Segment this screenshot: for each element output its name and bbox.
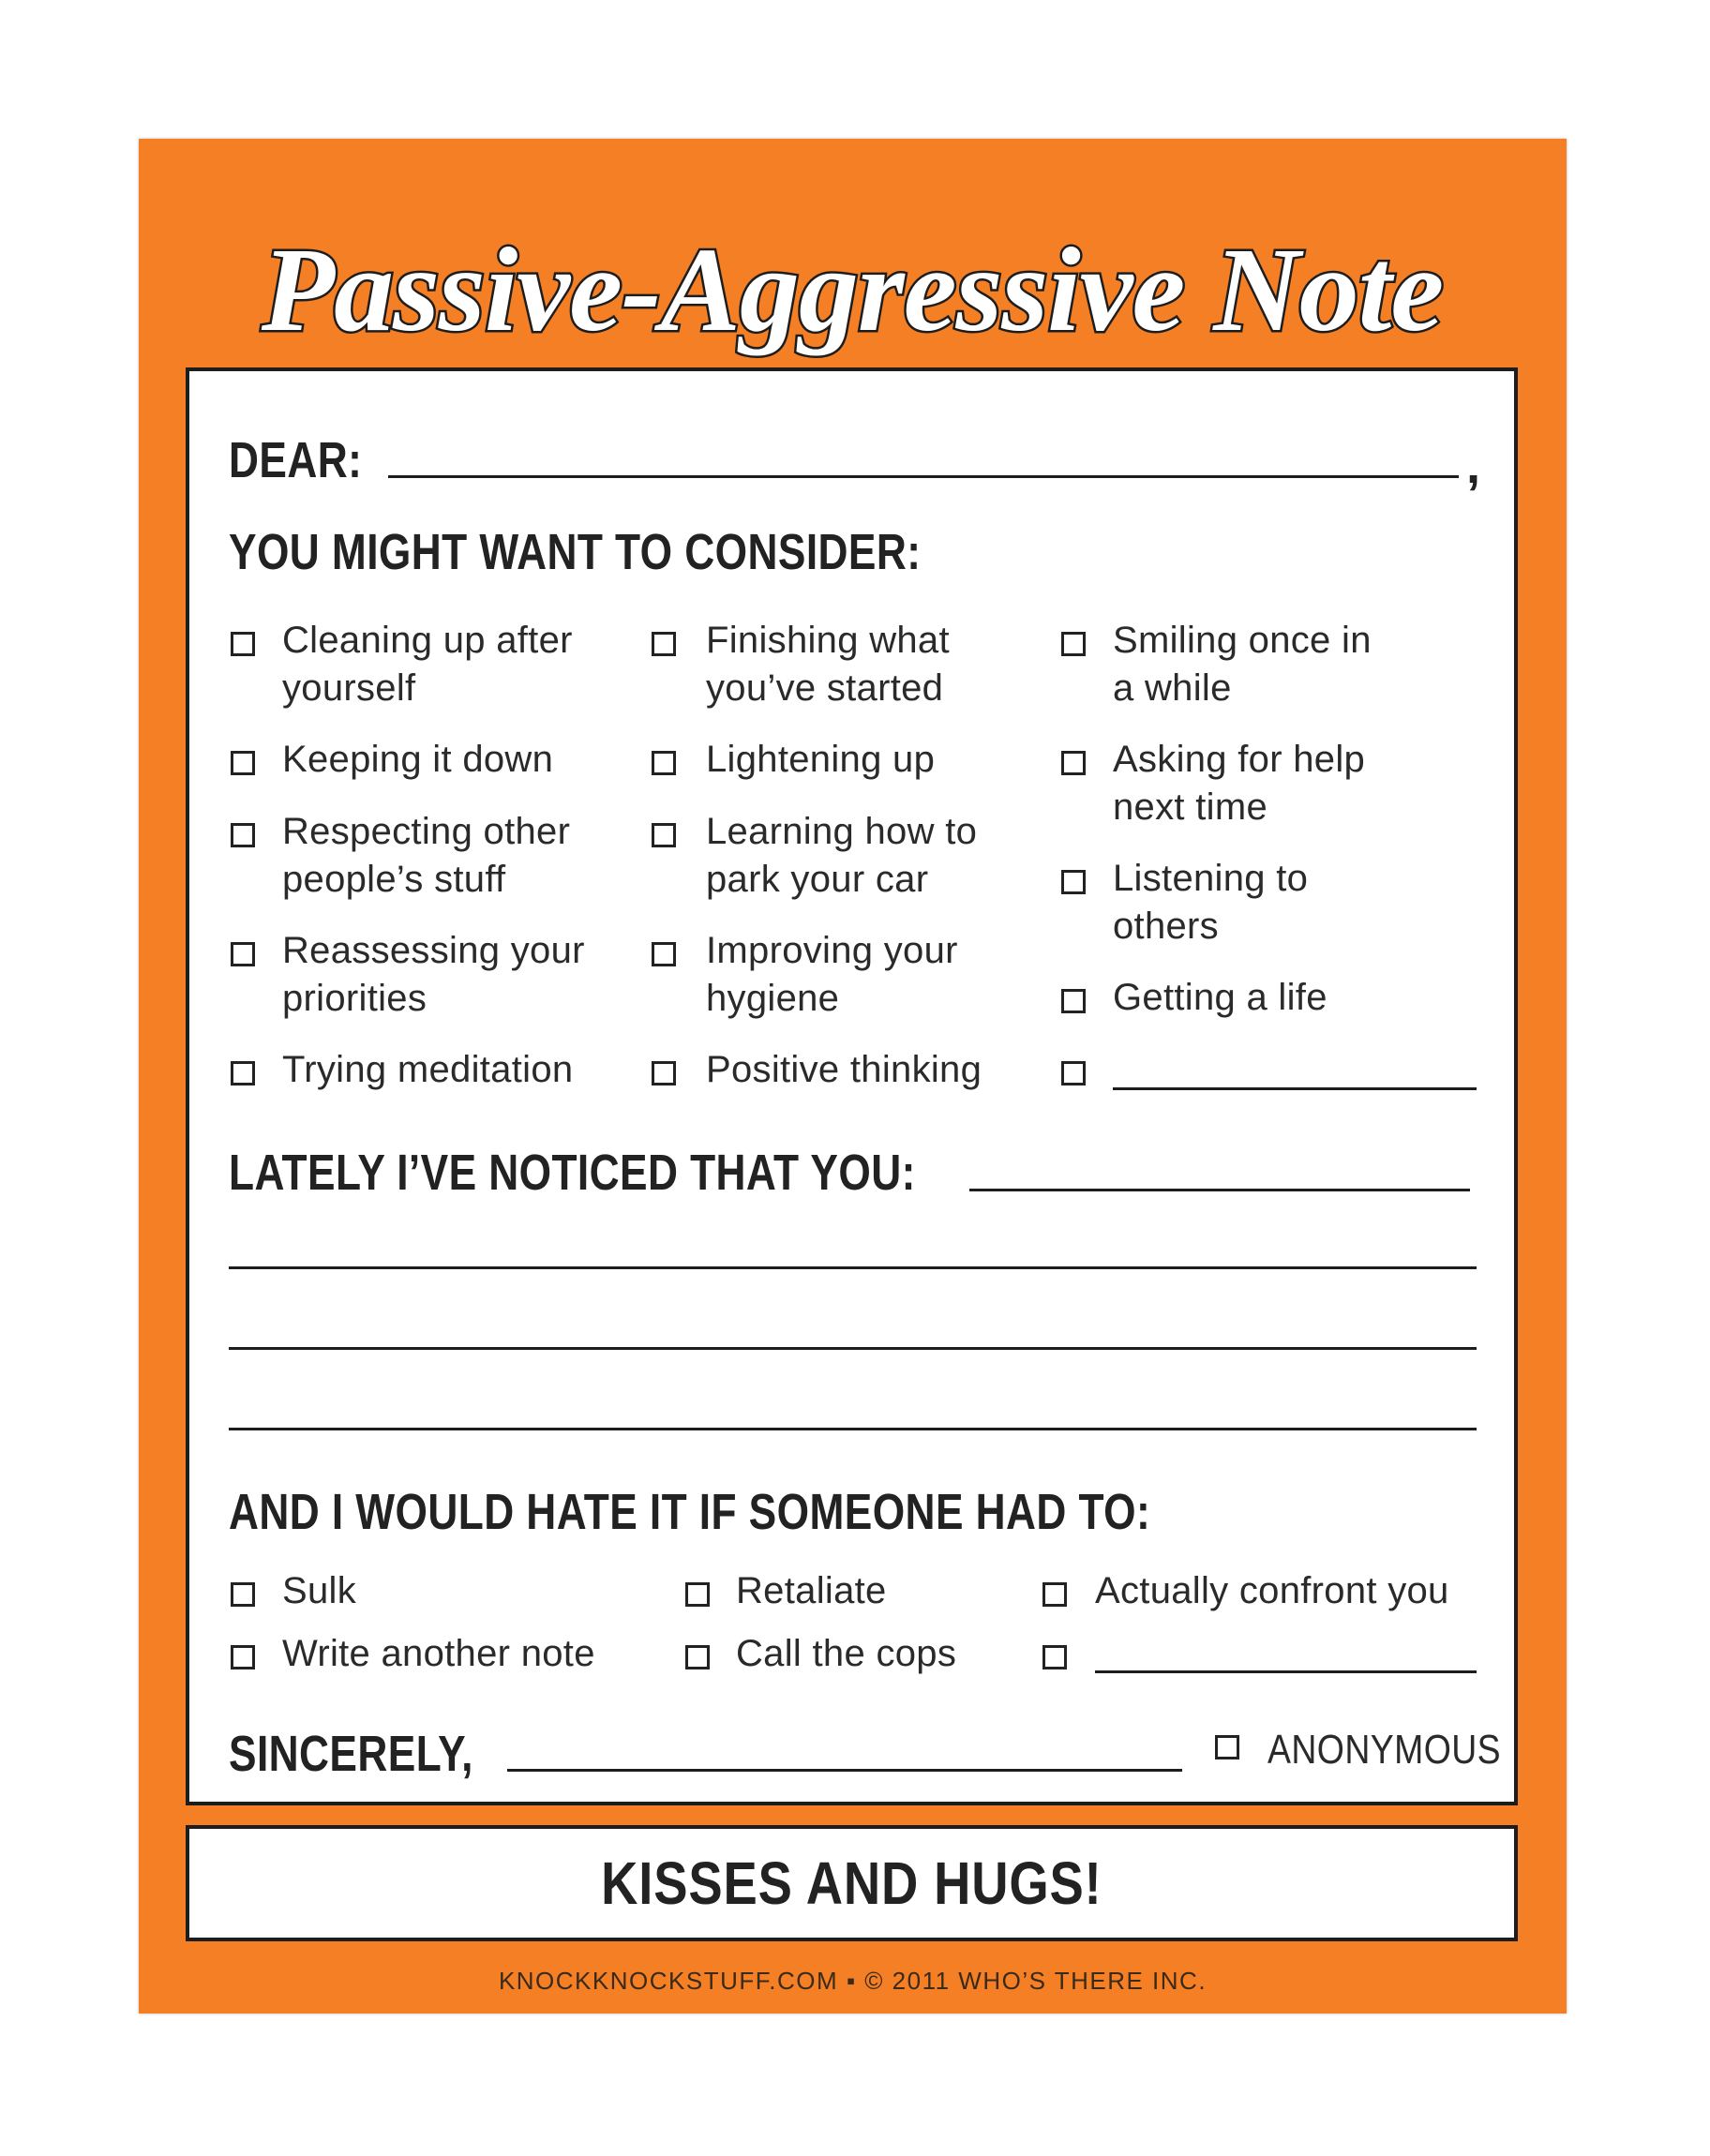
consider-option-1: Cleaning up after yourself bbox=[282, 620, 573, 709]
consider-checkbox-7[interactable] bbox=[652, 751, 676, 775]
sincerely-label: SINCERELY, bbox=[229, 1726, 473, 1782]
consider-checkbox-custom[interactable] bbox=[1061, 1061, 1086, 1085]
consider-checkbox-6[interactable] bbox=[652, 632, 676, 656]
consider-checkbox-12[interactable] bbox=[1061, 751, 1086, 775]
signature-line[interactable] bbox=[507, 1769, 1182, 1772]
consider-option-10: Positive thinking bbox=[706, 1049, 982, 1090]
hate-option-5: Actually confront you bbox=[1095, 1570, 1449, 1611]
consider-checkbox-1[interactable] bbox=[231, 632, 255, 656]
hate-checkbox-2[interactable] bbox=[231, 1645, 255, 1669]
consider-option-14: Getting a life bbox=[1113, 977, 1328, 1018]
notepad bbox=[139, 139, 1567, 2014]
consider-checkbox-5[interactable] bbox=[231, 1061, 255, 1085]
consider-custom-line[interactable] bbox=[1113, 1087, 1477, 1090]
consider-option-13: Listening to others bbox=[1113, 858, 1309, 947]
consider-checkbox-9[interactable] bbox=[652, 942, 676, 966]
note-title-text: Passive-Aggressive Note bbox=[261, 223, 1444, 356]
consider-option-3: Respecting other people’s stuff bbox=[282, 811, 571, 900]
hate-checkbox-5[interactable] bbox=[1042, 1582, 1067, 1607]
consider-checkbox-8[interactable] bbox=[652, 823, 676, 847]
consider-checkbox-14[interactable] bbox=[1061, 989, 1086, 1013]
hate-custom-line[interactable] bbox=[1095, 1670, 1477, 1673]
hate-option-2: Write another note bbox=[282, 1633, 595, 1674]
consider-checkbox-10[interactable] bbox=[652, 1061, 676, 1085]
consider-checkbox-2[interactable] bbox=[231, 751, 255, 775]
anonymous-label: ANONYMOUS bbox=[1268, 1727, 1502, 1773]
consider-option-12: Asking for help next time bbox=[1113, 739, 1366, 828]
consider-heading: YOU MIGHT WANT TO CONSIDER: bbox=[229, 524, 922, 580]
noticed-line-1[interactable] bbox=[969, 1189, 1470, 1191]
noticed-line-2[interactable] bbox=[229, 1266, 1477, 1269]
hate-checkbox-1[interactable] bbox=[231, 1582, 255, 1607]
dear-comma: , bbox=[1466, 438, 1481, 494]
footer-credit: KNOCKKNOCKSTUFF.COM ▪ © 2011 WHO’S THERE INC. bbox=[498, 1967, 1208, 1995]
hate-checkbox-3[interactable] bbox=[685, 1582, 710, 1607]
closing-text: KISSES AND HUGS! bbox=[601, 1849, 1102, 1917]
anonymous-checkbox[interactable] bbox=[1215, 1735, 1239, 1759]
dear-label: DEAR: bbox=[229, 432, 363, 488]
note-body bbox=[186, 367, 1518, 1805]
consider-option-6: Finishing what you’ve started bbox=[706, 620, 950, 709]
consider-checkbox-13[interactable] bbox=[1061, 870, 1086, 894]
hate-option-4: Call the cops bbox=[736, 1633, 957, 1674]
dear-input-line[interactable] bbox=[388, 475, 1459, 478]
consider-option-2: Keeping it down bbox=[282, 739, 554, 780]
hate-checkbox-4[interactable] bbox=[685, 1645, 710, 1669]
consider-checkbox-4[interactable] bbox=[231, 942, 255, 966]
hate-checkbox-custom[interactable] bbox=[1042, 1645, 1067, 1669]
consider-option-7: Lightening up bbox=[706, 739, 936, 780]
consider-checkbox-3[interactable] bbox=[231, 823, 255, 847]
consider-option-11: Smiling once in a while bbox=[1113, 620, 1372, 709]
hate-option-1: Sulk bbox=[282, 1570, 357, 1611]
consider-option-4: Reassessing your priorities bbox=[282, 930, 585, 1019]
consider-option-5: Trying meditation bbox=[282, 1049, 574, 1090]
consider-option-8: Learning how to park your car bbox=[706, 811, 978, 900]
noticed-heading: LATELY I’VE NOTICED THAT YOU: bbox=[229, 1145, 916, 1201]
note-title-svg bbox=[139, 197, 1567, 375]
closing-box bbox=[186, 1825, 1518, 1941]
noticed-line-4[interactable] bbox=[229, 1428, 1477, 1430]
consider-option-9: Improving your hygiene bbox=[706, 930, 958, 1019]
note-title bbox=[139, 197, 1567, 375]
hate-heading: AND I WOULD HATE IT IF SOMEONE HAD TO: bbox=[229, 1484, 1151, 1540]
consider-checkbox-11[interactable] bbox=[1061, 632, 1086, 656]
hate-option-3: Retaliate bbox=[736, 1570, 887, 1611]
noticed-line-3[interactable] bbox=[229, 1347, 1477, 1350]
